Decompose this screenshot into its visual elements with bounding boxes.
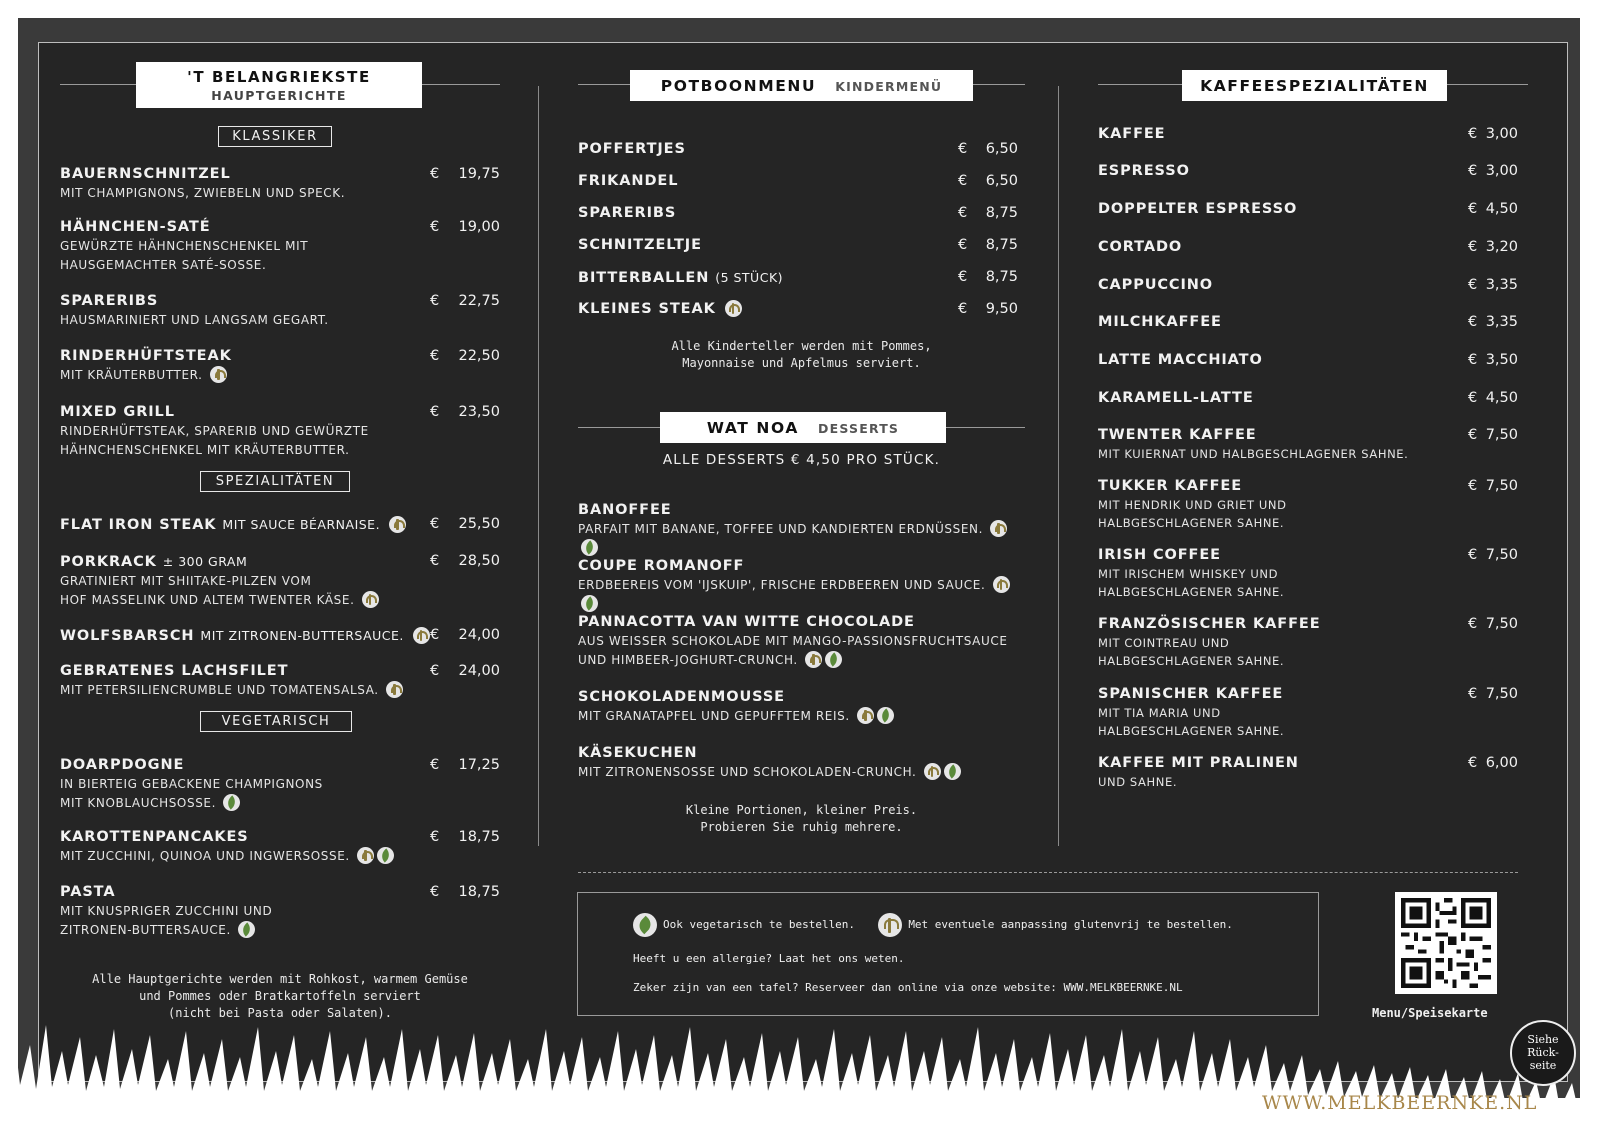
price-value: 4,50 — [1485, 390, 1518, 406]
item-title: SCHNITZELTJE — [578, 237, 702, 253]
currency-symbol: € — [958, 301, 968, 317]
item-name: FRANZÖSISCHER KAFFEE — [1098, 616, 1321, 632]
currency-symbol: € — [958, 173, 968, 189]
item-description-text: MIT ZUCCHINI, QUINOA UND INGWERSOSSE. — [60, 849, 350, 863]
price-value: 7,50 — [1485, 686, 1518, 702]
coffee-item — [1098, 685, 1518, 740]
coffee-item — [1098, 200, 1518, 219]
leaf-icon — [238, 921, 255, 938]
qr-code-graphic — [1401, 898, 1491, 988]
item-description — [60, 311, 500, 330]
wheat-icon — [386, 681, 403, 698]
item-description — [578, 707, 1025, 726]
currency-symbol: € — [430, 553, 440, 569]
desserts-title: WAT NOA — [706, 419, 799, 437]
coffee-item — [1098, 351, 1518, 370]
website-link[interactable]: WWW.MELKBEERNKE.NL — [1262, 1092, 1538, 1114]
price-value: 23,50 — [458, 404, 500, 420]
leaf-icon — [223, 794, 240, 811]
menu-item — [60, 662, 500, 700]
item-note: (5 STÜCK) — [715, 270, 784, 285]
price-value: 6,00 — [1485, 755, 1518, 771]
price-value: 19,00 — [458, 219, 500, 235]
gluten-legend-text: Met eventuele aanpassing glutenvrij te bestellen. — [908, 918, 1233, 931]
item-title: SPARERIBS — [578, 205, 677, 221]
item-description: MIT HENDRIK UND GRIET UND — [1098, 498, 1287, 512]
currency-symbol: € — [430, 293, 440, 309]
item-description — [60, 237, 500, 256]
price-value: 6,50 — [985, 173, 1018, 189]
price-value: 19,75 — [458, 166, 500, 182]
item-description — [60, 422, 500, 441]
coffee-item — [1098, 238, 1518, 257]
price-value: 22,50 — [458, 348, 500, 364]
price-value: 7,50 — [1485, 427, 1518, 443]
price-value: 7,50 — [1485, 616, 1518, 632]
item-name: TUKKER KAFFEE — [1098, 478, 1243, 494]
coffee-item — [1098, 276, 1518, 295]
note-line: Alle Kinderteller werden mit Pommes, — [671, 339, 932, 353]
item-description-text: RINDERHÜFTSTEAK, SPARERIB UND GEWÜRZTE — [60, 424, 369, 438]
leaf-icon — [581, 595, 598, 612]
item-name: DOPPELTER ESPRESSO — [1098, 201, 1298, 217]
leaf-icon — [377, 847, 394, 864]
item-description-text: GEWÜRZTE HÄHNCHENSCHENKEL MIT — [60, 239, 309, 253]
item-description-text: AUS WEISSER SCHOKOLADE MIT MANGO-PASSIONSFRUCHTSAUCE — [578, 634, 1008, 648]
qr-code[interactable] — [1395, 892, 1497, 994]
kids-item — [578, 172, 1025, 191]
desserts-subtitle: DESSERTS — [818, 421, 900, 436]
menu-item — [60, 515, 500, 535]
item-name: COUPE ROMANOFF — [578, 558, 745, 574]
item-title: BITTERBALLEN — [578, 270, 710, 286]
dessert-item — [578, 744, 1025, 782]
leaf-icon — [877, 707, 894, 724]
currency-symbol: € — [430, 884, 440, 900]
item-description-text: GRATINIERT MIT SHIITAKE-PILZEN VOM — [60, 574, 312, 588]
kids-item — [578, 204, 1025, 223]
item-name: PANNACOTTA VAN WITTE CHOCOLADE — [578, 614, 915, 630]
item-description-text: MIT GRANATAPFEL UND GEPUFFTEM REIS. — [578, 709, 850, 723]
item-description — [60, 591, 500, 610]
item-title: FLAT IRON STEAK — [60, 517, 217, 533]
coffee-item — [1098, 426, 1518, 463]
price-value: 3,00 — [1485, 163, 1518, 179]
item-description-text: MIT PETERSILIENCRUMBLE UND TOMATENSALSA. — [60, 683, 379, 697]
price-value: 22,75 — [458, 293, 500, 309]
info-box — [577, 892, 1319, 1016]
item-title: SPARERIBS — [60, 293, 159, 309]
item-name: CORTADO — [1098, 239, 1183, 255]
price-value: 18,75 — [458, 884, 500, 900]
item-description: HALBGESCHLAGENER SAHNE. — [1098, 724, 1285, 738]
currency-symbol: € — [1468, 163, 1478, 179]
item-name: SCHOKOLADENMOUSSE — [578, 689, 785, 705]
dessert-price-line: ALLE DESSERTS € 4,50 PRO STÜCK. — [662, 452, 941, 468]
item-description — [60, 366, 500, 385]
item-title: RINDERHÜFTSTEAK — [60, 348, 232, 364]
item-title: FRIKANDEL — [578, 173, 679, 189]
note-line: und Pommes oder Bratkartoffeln serviert — [139, 989, 421, 1003]
item-name: KAFFEE — [1098, 126, 1166, 142]
item-title: BAUERNSCHNITZEL — [60, 166, 231, 182]
menu-item — [60, 552, 500, 610]
price-value: 24,00 — [458, 627, 500, 643]
item-description-text: IN BIERTEIG GEBACKENE CHAMPIGNONS — [60, 777, 323, 791]
kids-menu-subtitle: KINDERMENÜ — [835, 79, 943, 94]
item-description-text: MIT KNOBLAUCHSOSSE. — [60, 796, 217, 810]
item-note: MIT SAUCE BÉARNAISE. — [222, 517, 381, 532]
item-description — [578, 763, 1025, 782]
reserve-text: Zeker zijn van een tafel? Reserveer dan online via onze website: — [633, 981, 1057, 994]
dessert-item — [578, 501, 1025, 558]
price-value: 8,75 — [985, 237, 1018, 253]
item-description — [578, 520, 1025, 558]
kids-item — [578, 300, 1025, 319]
item-title: KAROTTENPANCAKES — [60, 829, 249, 845]
coffee-item — [1098, 754, 1518, 791]
item-name: KÄSEKUCHEN — [578, 745, 698, 761]
item-description-text: MIT KRÄUTERBUTTER. — [60, 368, 203, 382]
item-description — [578, 651, 1025, 670]
currency-symbol: € — [430, 348, 440, 364]
section-label: VEGETARISCH — [200, 711, 352, 732]
item-name: IRISH COFFEE — [1098, 547, 1221, 563]
currency-symbol: € — [430, 166, 440, 182]
price-value: 18,75 — [458, 829, 500, 845]
item-note: ± 300 GRAM — [162, 554, 248, 569]
wheat-icon — [389, 516, 406, 533]
menu-item — [60, 165, 500, 203]
item-description: MIT TIA MARIA UND — [1098, 706, 1221, 720]
coffee-item — [1098, 546, 1518, 601]
currency-symbol: € — [1468, 547, 1478, 563]
reserve-line — [633, 981, 1183, 994]
dessert-note — [578, 802, 1025, 836]
item-title: POFFERTJES — [578, 141, 686, 157]
note-line: Mayonnaise und Apfelmus serviert. — [682, 356, 921, 370]
item-description: HALBGESCHLAGENER SAHNE. — [1098, 654, 1285, 668]
item-description: MIT IRISCHEM WHISKEY UND — [1098, 567, 1279, 581]
price-value: 7,50 — [1485, 547, 1518, 563]
price-value: 8,75 — [985, 205, 1018, 221]
currency-symbol: € — [430, 404, 440, 420]
menu-label: Menu/Speisekarte — [1372, 1006, 1488, 1020]
allergy-text: Heeft u een allergie? Laat het ons weten. — [633, 952, 905, 965]
note-line: Alle Hauptgerichte werden mit Rohkost, warmem Gemüse — [92, 972, 468, 986]
item-name: ESPRESSO — [1098, 163, 1190, 179]
wheat-icon — [857, 707, 874, 724]
item-description — [60, 775, 500, 794]
price-value: 17,25 — [458, 757, 500, 773]
currency-symbol: € — [1468, 201, 1478, 217]
wheat-icon — [413, 627, 430, 644]
item-description — [578, 632, 1025, 651]
item-description — [60, 572, 500, 591]
price-value: 3,50 — [1485, 352, 1518, 368]
wheat-icon — [210, 366, 227, 383]
price-value: 6,50 — [985, 141, 1018, 157]
main-dishes-title: 'T BELANGRIEKSTE — [187, 68, 371, 86]
wheat-icon — [725, 300, 742, 317]
item-description — [60, 847, 500, 866]
item-description: HALBGESCHLAGENER SAHNE. — [1098, 516, 1285, 530]
currency-symbol: € — [958, 237, 968, 253]
see-back-seal — [1510, 1020, 1576, 1086]
item-title: KLEINES STEAK — [578, 301, 716, 317]
leaf-icon — [944, 763, 961, 780]
kids-menu-header — [630, 70, 973, 101]
currency-symbol: € — [430, 219, 440, 235]
menu-item — [60, 218, 500, 275]
item-title: MIXED GRILL — [60, 404, 175, 420]
item-name: SPANISCHER KAFFEE — [1098, 686, 1284, 702]
wheat-icon — [805, 651, 822, 668]
currency-symbol: € — [430, 829, 440, 845]
column-divider — [538, 86, 539, 846]
item-description-text: UND HIMBEER-JOGHURT-CRUNCH. — [578, 653, 798, 667]
item-description — [60, 794, 500, 813]
item-description-text: MIT CHAMPIGNONS, ZWIEBELN UND SPECK. — [60, 186, 346, 200]
dessert-item — [578, 688, 1025, 726]
currency-symbol: € — [1468, 314, 1478, 330]
note-line: (nicht bei Pasta oder Salaten). — [168, 1006, 392, 1020]
item-title: DOARPDOGNE — [60, 757, 185, 773]
kids-menu-title: POTBOONMENU — [660, 77, 817, 95]
menu-item — [60, 883, 500, 940]
seal-line: seite — [1529, 1059, 1557, 1072]
item-name: KARAMELL-LATTE — [1098, 390, 1254, 406]
currency-symbol: € — [1468, 478, 1478, 494]
menu-item — [60, 756, 500, 813]
item-description — [60, 441, 500, 460]
item-description-text: HÄHNCHENSCHENKEL MIT KRÄUTERBUTTER. — [60, 443, 350, 457]
currency-symbol: € — [1468, 239, 1478, 255]
coffee-title: KAFFEESPEZIALITÄTEN — [1200, 77, 1429, 95]
item-description — [60, 256, 500, 275]
section-label: KLASSIKER — [218, 126, 332, 147]
kids-note — [578, 338, 1025, 372]
item-description-text: HAUSGEMACHTER SATÉ-SOSSE. — [60, 258, 267, 272]
dessert-item — [578, 557, 1025, 614]
desserts-header — [660, 412, 946, 443]
item-name: MILCHKAFFEE — [1098, 314, 1222, 330]
currency-symbol: € — [1468, 126, 1478, 142]
item-title: PASTA — [60, 884, 116, 900]
item-description-text: HAUSMARINIERT UND LANGSAM GEGART. — [60, 313, 329, 327]
price-value: 9,50 — [985, 301, 1018, 317]
section-label: SPEZIALITÄTEN — [200, 471, 350, 492]
item-description-text: ERDBEEREIS VOM 'IJSKUIP', FRISCHE ERDBEEREN UND SAUCE. — [578, 578, 986, 592]
currency-symbol: € — [430, 663, 440, 679]
menu-item — [60, 626, 500, 646]
coffee-item — [1098, 477, 1518, 532]
wheat-icon — [357, 847, 374, 864]
item-title: WOLFSBARSCH — [60, 628, 195, 644]
coffee-item — [1098, 389, 1518, 408]
note-line: Kleine Portionen, kleiner Preis. — [685, 803, 918, 817]
item-description — [60, 921, 500, 940]
veg-legend-text: Ook vegetarisch te bestellen. — [663, 918, 856, 931]
currency-symbol: € — [430, 516, 440, 532]
item-title: GEBRATENES LACHSFILET — [60, 663, 289, 679]
kids-item — [578, 268, 1025, 288]
leaf-icon — [633, 913, 657, 937]
menu-item — [60, 828, 500, 866]
item-name: KAFFEE MIT PRALINEN — [1098, 755, 1299, 771]
item-description: UND SAHNE. — [1098, 775, 1178, 789]
price-value: 8,75 — [985, 269, 1018, 285]
currency-symbol: € — [1468, 755, 1478, 771]
currency-symbol: € — [958, 269, 968, 285]
item-description-text: MIT ZITRONENSOSSE UND SCHOKOLADEN-CRUNCH. — [578, 765, 917, 779]
dashed-separator — [578, 872, 1518, 873]
seal-line: Siehe — [1527, 1033, 1559, 1046]
currency-symbol: € — [1468, 390, 1478, 406]
item-description — [578, 576, 1025, 614]
reserve-link[interactable]: WWW.MELKBEERNKE.NL — [1063, 981, 1183, 994]
item-description — [60, 681, 500, 700]
menu-item — [60, 347, 500, 385]
currency-symbol: € — [430, 627, 440, 643]
item-name: CAPPUCCINO — [1098, 277, 1214, 293]
item-description-text: MIT KNUSPRIGER ZUCCHINI UND — [60, 904, 273, 918]
menu-item — [60, 403, 500, 460]
coffee-header — [1182, 70, 1447, 101]
wheat-icon — [924, 763, 941, 780]
item-description-text: ZITRONEN-BUTTERSAUCE. — [60, 923, 231, 937]
currency-symbol: € — [1468, 427, 1478, 443]
coffee-item — [1098, 162, 1518, 181]
item-description: HALBGESCHLAGENER SAHNE. — [1098, 585, 1285, 599]
leaf-icon — [581, 539, 598, 556]
kids-item — [578, 140, 1025, 159]
item-description — [60, 902, 500, 921]
kids-item — [578, 236, 1025, 255]
coffee-item — [1098, 125, 1518, 144]
currency-symbol: € — [958, 141, 968, 157]
coffee-item — [1098, 313, 1518, 332]
currency-symbol: € — [958, 205, 968, 221]
item-description: MIT KUIERNAT UND HALBGESCHLAGENER SAHNE. — [1098, 447, 1409, 461]
menu-item — [60, 292, 500, 330]
currency-symbol: € — [1468, 277, 1478, 293]
item-name: BANOFFEE — [578, 502, 672, 518]
wheat-icon — [878, 913, 902, 937]
item-name: TWENTER KAFFEE — [1098, 427, 1257, 443]
item-title: PORKRACK — [60, 554, 157, 570]
item-note: MIT ZITRONEN-BUTTERSAUCE. — [200, 628, 404, 643]
price-value: 4,50 — [1485, 201, 1518, 217]
column-divider — [1058, 86, 1059, 846]
currency-symbol: € — [1468, 352, 1478, 368]
main-dishes-subtitle: HAUPTGERICHTE — [211, 88, 347, 103]
note-line: Probieren Sie ruhig mehrere. — [700, 820, 903, 834]
item-title: HÄHNCHEN-SATÉ — [60, 219, 211, 235]
main-dishes-header — [136, 62, 422, 108]
price-value: 7,50 — [1485, 478, 1518, 494]
price-value: 28,50 — [458, 553, 500, 569]
price-value: 3,00 — [1485, 126, 1518, 142]
item-description-text: HOF MASSELINK UND ALTEM TWENTER KÄSE. — [60, 593, 355, 607]
currency-symbol: € — [430, 757, 440, 773]
wheat-icon — [993, 576, 1010, 593]
price-value: 3,35 — [1485, 314, 1518, 330]
currency-symbol: € — [1468, 686, 1478, 702]
item-description — [60, 184, 500, 203]
currency-symbol: € — [1468, 616, 1478, 632]
item-description-text: PARFAIT MIT BANANE, TOFFEE UND KANDIERTEN ERDNÜSSEN. — [578, 522, 984, 536]
price-value: 24,00 — [458, 663, 500, 679]
price-value: 3,35 — [1485, 277, 1518, 293]
wheat-icon — [362, 591, 379, 608]
price-value: 3,20 — [1485, 239, 1518, 255]
seal-line: Rück- — [1527, 1046, 1559, 1059]
item-description: MIT COINTREAU UND — [1098, 636, 1230, 650]
item-name: LATTE MACCHIATO — [1098, 352, 1263, 368]
coffee-item — [1098, 615, 1518, 670]
dessert-item — [578, 613, 1025, 670]
wheat-icon — [990, 520, 1007, 537]
leaf-icon — [825, 651, 842, 668]
veg-legend — [633, 913, 1233, 937]
price-value: 25,50 — [458, 516, 500, 532]
